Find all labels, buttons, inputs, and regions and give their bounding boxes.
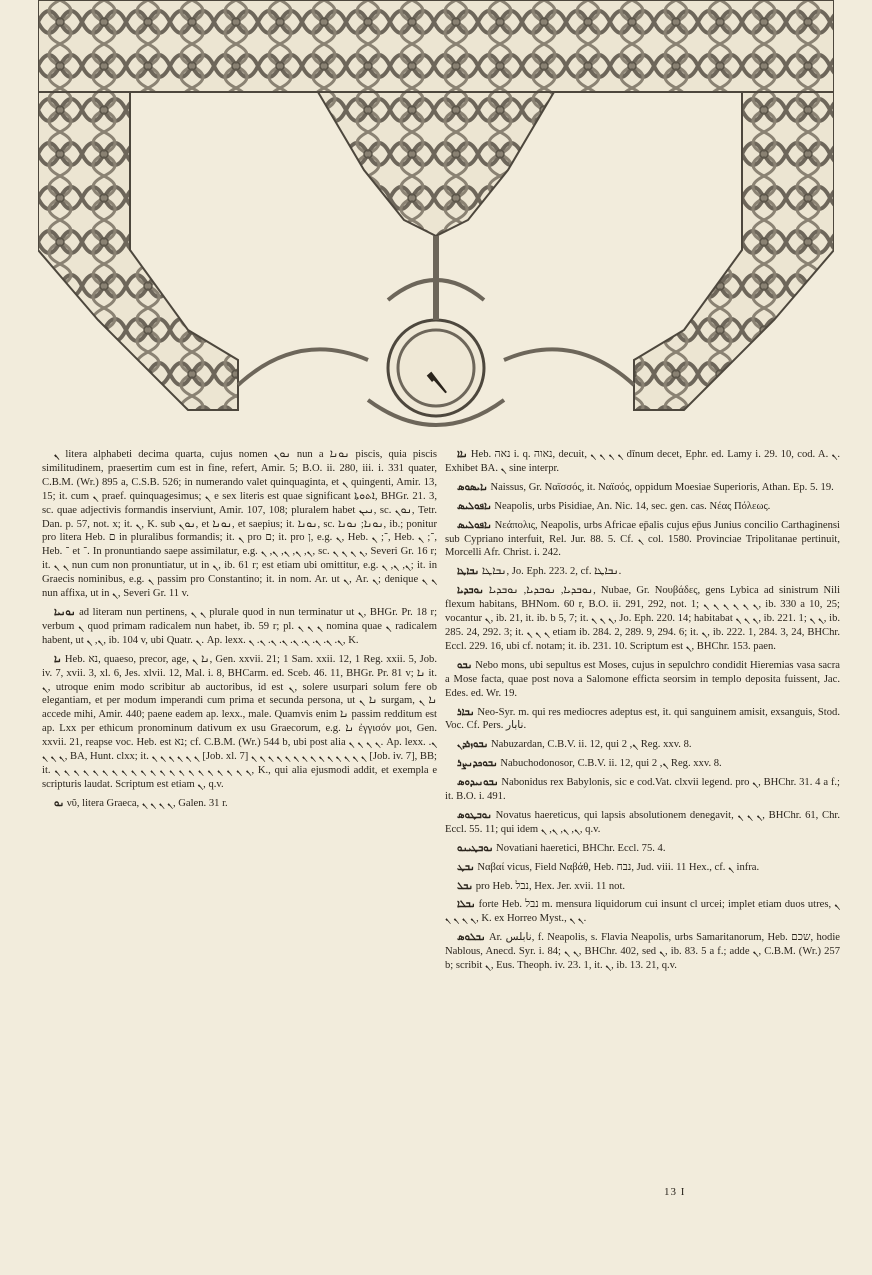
dictionary-entry xyxy=(445,500,840,514)
entry-headword: ܢܒܐܪ xyxy=(457,706,475,718)
entry-text: Nabuzardan, C.B.V. ii. 12, qui ܢ, 2 Reg. xxv. 8. xyxy=(490,739,692,751)
dictionary-entry xyxy=(445,757,840,771)
entry-headword: ܢܒܘܟܕܢܨܪ xyxy=(457,758,498,770)
entry-headword: ܢܐܦܘܠܝܣ xyxy=(457,500,492,512)
entry-text: Ar. نابلس, f. Neapolis, s. Flavia Neapolis, urbs Samaritanorum, Heb. שכם, hodie Nablous, Anecd. Syr. i. 84; ܢ ܢ, BHChr. 402, sed ܢ, ib. 83. 5 a f.; adde ܢ, C.B.M. (Wr.) 257 b; scribit ܢ, Eus. Theoph. iv. 23. 1, it. ܢ, ib. 13. 21, q.v. xyxy=(445,932,841,972)
dictionary-entry xyxy=(445,776,840,804)
entry-text: ܢܘܒܕܝܐ, ܢܘܒܕܝܐ, ܢܘܒܕܝܐ, Nubae, Gr. Νουβάδες, gens Lybica ad sinistrum Nili flexum habitans, BHNom. 60 r, B.O. ii. 291, 292, not. 1; ܢ ܢ ܢ ܢ ܢ ܢ, ib. 330 a 10, 25; vocantur ܢ, ib. 21, it. ib. b 5, 7; it. ܢ ܢ ܢ, Jo. Eph. 220. 14; habitabat ܢ ܢ ܢ, ib. 221. 1; ܢ ܢ, ib. 285. 24, 292. 3; it. ܢ ܢ ܢ etiam ib. 284. 2, 289. 9, 294. 6; it. ܢ, ib. 222. 1, 284. 3, 24, BHChr. Eccl. 229. 16, ubi cf. notam; it. ib. 231. 10. Scriptum est ܢ, BHChr. 153. paen. xyxy=(445,585,841,652)
dictionary-entry xyxy=(445,448,840,476)
dictionary-entry xyxy=(445,584,840,654)
entry-headword: ܢܘܢܝܐ xyxy=(54,606,76,618)
entry-text: Ναβαί vicus, Field Ναβάθ, Heb. נבח, Jud. viii. 11 Hex., cf. ܢ infra. xyxy=(477,861,760,873)
left-column xyxy=(42,448,437,816)
entry-text: Nabonidus rex Babylonis, sic e cod.Vat. clxvii legend. pro ܢ, BHChr. 31. 4 a f.; it. B.O. i. 491. xyxy=(445,777,840,803)
entry-headword: ܢܐܐ xyxy=(457,449,468,460)
entry-text: νῦ, litera Graeca, ܢ ܢ ܢ ܢ, Galen. 31 r. xyxy=(66,797,228,809)
dictionary-entry xyxy=(445,659,840,701)
knotwork-ornament xyxy=(38,0,834,432)
dictionary-entry xyxy=(445,931,840,973)
entry-headword: ܢܒܠ xyxy=(457,880,474,892)
entry-headword: ܢܘܒܛܘܣ xyxy=(457,809,492,821)
entry-headword: ܢܒܛ xyxy=(457,861,475,873)
dictionary-entry xyxy=(445,481,840,495)
dictionary-entry xyxy=(445,738,840,752)
entry-headword: ܢܒܠܘܣ xyxy=(457,932,486,944)
entry-text: Naissus, Gr. Ναϊσσός, it. Ναϊσός, oppidum Moesiae Superioris, Athan. Ep. 5. 19. xyxy=(490,481,834,493)
entry-headword: ܢܐܝܣܘܣ xyxy=(457,481,488,493)
dictionary-entry xyxy=(445,898,840,926)
dictionary-entry xyxy=(445,706,840,734)
entry-text: Nebo mons, ubi sepultus est Moses, cujus in sepulchro condidit Hieremias vasa sacra a Mose facta, quae post nova a Salomone efficta seorsim in templo deposita fuissent, Jac. Edes. ed. Wr. 19. xyxy=(445,659,840,699)
dictionary-entry xyxy=(445,519,840,561)
dictionary-entry xyxy=(42,653,437,792)
entry-text: Novatiani haeretici, BHChr. Eccl. 75. 4. xyxy=(496,842,666,854)
entry-headword: ܢܘܒܕܝܐ xyxy=(457,585,484,597)
entry-headword: ܢܒܘܙܪܕܢ xyxy=(457,739,489,751)
entry-headword: ܢܘ xyxy=(54,797,65,809)
entry-headword: ܢܐܦܘܠܝܣ xyxy=(457,519,492,531)
entry-text: Neo-Syr. m. qui res mediocres adeptus est, it. qui sanguinem amisit, exsanguis, Stod. Voc. Cf. Pers. نابار. xyxy=(445,706,840,732)
dictionary-entry xyxy=(445,565,840,579)
entry-text: Neapolis, urbs Pisidiae, An. Nic. 14, sec. gen. cas. Νέας Πόλεως. xyxy=(494,500,771,512)
entry-text: Nabuchodonosor, C.B.V. ii. 12, qui ܢ, 2 Reg. xxv. 8. xyxy=(500,758,722,770)
entry-headword: ܢܒܘܢܝܕܘܣ xyxy=(457,777,499,789)
entry-text: ad literam nun pertinens, ܢ ܢ plurale quod in nun terminatur ut ܢ, BHGr. Pr. 18 r; verbum ܢ quod primam radicalem nun habet, ib. 59 r; pl. ܢ ܢ ܢ nomina quae ܢ radicalem habent, ut ܢ, ܢ, ib. 104 v, ubi Quatr. ܢ. Ap. lexx. ܢ. ܢ. ܢ. ܢ. ܢ. ܢ. ܢ. ܢ. ܢ, K. xyxy=(42,606,438,646)
dictionary-entry xyxy=(42,448,437,601)
dictionary-entry xyxy=(445,842,840,856)
initial-letter: ܢ xyxy=(425,346,447,392)
dictionary-entry xyxy=(42,797,437,811)
entry-text: Heb. נאה i. q. נאוה, decuit, ܢ ܢ ܢ ܢ dīnum decet, Ephr. ed. Lamy i. 29. 10, cod. A. ܢ. Exhibet BA. ܢ sine interpr. xyxy=(445,449,840,474)
entry-text: Novatus haereticus, qui lapsis absolutionem denegavit, ܢ ܢ ܢ, BHChr. 61, Chr. Eccl. 55. 11; qui idem ܢ, ܢ, ܢ, ܢ, q.v. xyxy=(445,809,840,835)
entry-text: forte Heb. נבל m. mensura liquidorum cui insunt cl urcei; implet etiam duos utres, ܢ ܢ ܢ ܢ ܢ, K. ex Horreo Myst., ܢ ܢ. xyxy=(445,899,841,925)
entry-headword: ܢܒܐܛܐ xyxy=(457,566,480,578)
entry-text: ܢܒܐܛܐ, Jo. Eph. 223. 2, cf. ܢܒܐܛܐ. xyxy=(481,566,622,578)
dictionary-entry xyxy=(445,809,840,837)
folio-number: 13 I xyxy=(664,1186,686,1198)
entry-text: litera alphabeti decima quarta, cujus nomen ܢܘܢ nun a ܢܘܢܐ piscis, quia piscis similitudinem, praesertim cum est in fine, refert, Amir. 5; B.O. ii. 280, iii. i. 331 quater, C.B.M. (Wr.) 895 a, C.S.B. 526; in numerando valet quinquaginta, et ܢ quingenti, Amir. 13, 15; it. cum ܢ praef. quinquagesimus; ܢ e sex literis est quae significant ܐܬܘܬܐ, BHGr. 21. 3, sc. quae adjectivis formandis inserviunt, Amir. 107, 108; pluralem habet ܢܝܢ, sc. ܢܘܢ, Tetr. Dan. p. 57, not. x; it. ܢ, K. sub ܢܘܢ, et ܢܘܢܐ, et saepius; it. ܢܘܢܐ, sc. ܢܘܢܐ; ܢܘܢܐ, ib.; ponitur pro litera Heb. ם in pluralibus formandis; it. ܢ pro ם; it. pro ן, e.g. ܢ, Heb. ־; ܢ, Heb. ־; ܢ, Heb. ־ et ־. In pronuntiando saepe assimilatur, e.g. ܢ, ܢ, ܢ, ܢ, ܢ, sc. ܢ ܢ ܢ ܢ, Severi Gr. 16 r; it. ܢ ܢ nun cum non pronuntiatur, ut in ܢ, ib. 61 r; est etiam ubi omittitur, e.g. ܢ, ܢ, ܢ; it. in Graecis nominibus, e.g. ܢ passim pro Constantino; it. in nom. Ar. ut ܢ, Ar. ܢ; denique ܢ ܢ nun affixa, ut in ܢ, Severi Gr. 11 v. xyxy=(42,449,438,600)
entry-text: Νεάπολις, Neapolis, urbs Africae ep̄alis cujus ep̄us Junius concilio Carthaginensi sub Cypriano interfuit, Rel. Jur. 88. 5. Cf. ܢ col. 1580. Provinciae Tripolitanae pertinuit, Morcelli Afr. Christ. i. 242. xyxy=(445,519,841,559)
entry-headword: ܢܒܠܐ xyxy=(457,899,476,911)
entry-headword: ܢܒܘ xyxy=(457,659,473,671)
dictionary-entry xyxy=(445,880,840,894)
entry-text: Heb. נא, quaeso, precor, age, ܢܐ ܢ, Gen. xxvii. 21; 1 Sam. xxii. 12, 1 Reg. xxii. 5, Job. iv. 7, xvii. 3, xl. 6, Jes. xlvii. 12, Mal. i. 8, BHCarm. ed. Sceb. 46. 11, BHGr. Pr. 81 v; ܢܐ it. ܢ, utroque enim modo scribitur ab auctoribus, id est ܢ, solere usurpari solum fere ob elegantiam, et per modum imperandi cum prima et secunda persona, ut ܢܐ ܢ surgam, ܢܐ ܢ accede mihi, Amir. 440; paene eadem ap. lexx., male. Quamvis enim ܢܐ passim redditum est ap. Lxx per ethicum pronominum dativum ex usu Graecorum, e.g. ܢܐ ἐγγισόν μοι, Gen. xxvii. 21, reapse voc. Heb. est נא; cf. C.B.M. (Wr.) 544 b, ubi post alia ܢ ܢ ܢ ܢ. Ap. lexx. ܢ. ܢ ܢ ܢ, BA, Hunt. clxx; it. ܢ ܢ ܢ ܢ ܢ ܢ [Job. xl. 7] ܢ ܢ ܢ ܢ ܢ ܢ ܢ ܢ ܢ ܢ ܢ ܢ ܢ ܢ [Job. iv. 7], BB; it. ܢ ܢ ܢ ܢ ܢ ܢ ܢ ܢ ܢ ܢ ܢ ܢ ܢ ܢ ܢ ܢ ܢ ܢ ܢ ܢ ܢ, K., qui alia ejusmodi addit, et exempla e scripturis laudat. Scriptum est etiam ܢ, q.v. xyxy=(42,653,438,790)
dictionary-entry xyxy=(42,606,437,648)
right-column xyxy=(445,448,840,978)
entry-text: pro Heb. נבל, Hex. Jer. xvii. 11 not. xyxy=(475,880,626,892)
entry-headword: ܢܐ xyxy=(54,653,62,665)
entry-headword: ܢ xyxy=(54,449,60,460)
dictionary-entry xyxy=(445,861,840,875)
entry-headword: ܢܘܒܛܝܢܘ xyxy=(457,842,494,854)
